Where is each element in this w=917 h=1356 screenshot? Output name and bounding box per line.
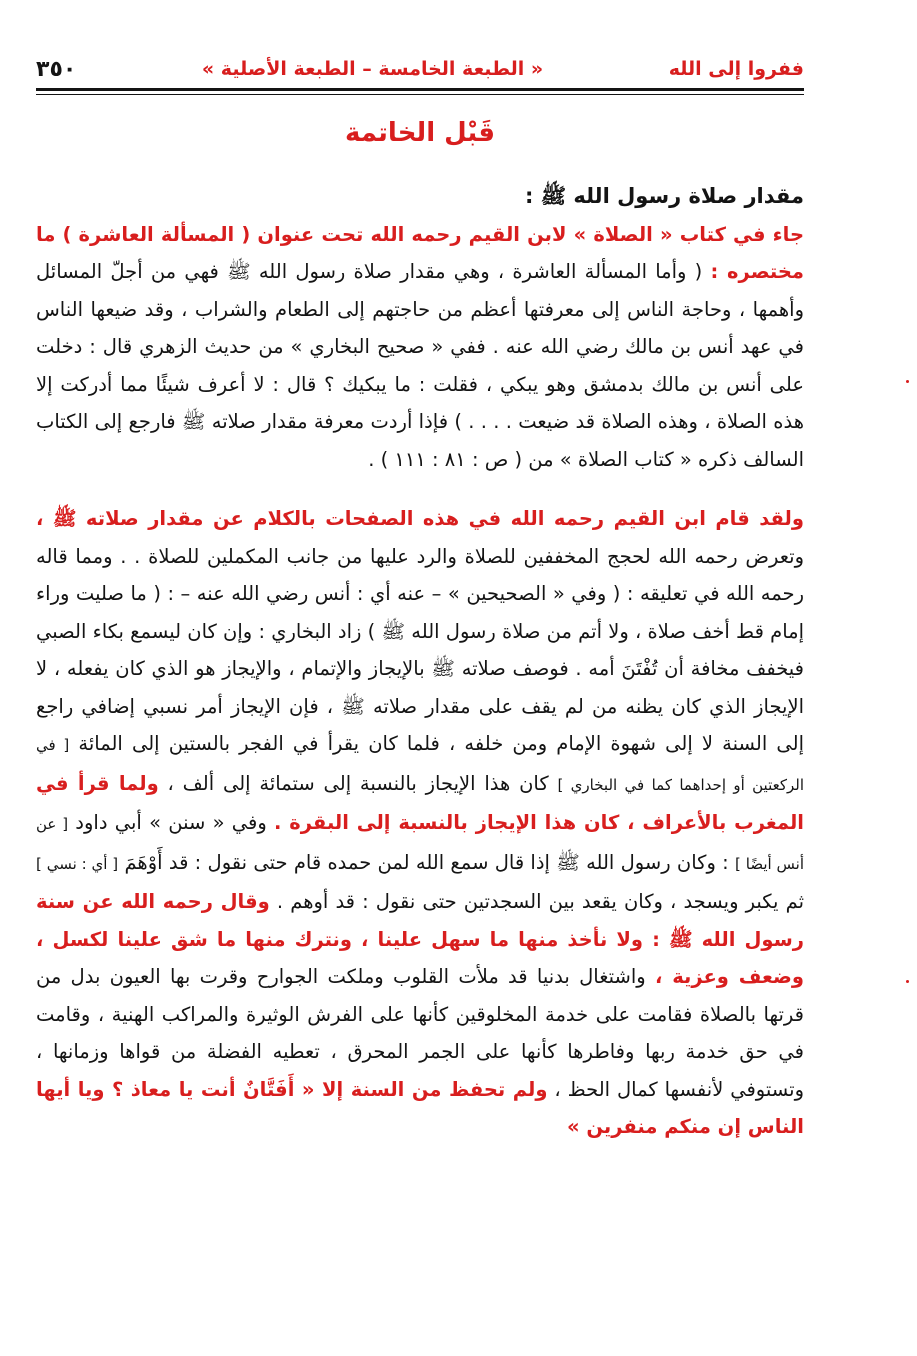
page-title: قَبْل الخاتمة [344,118,496,148]
heading-text: مقدار صلاة رسول الله ﷺ : [524,184,804,208]
paragraph-text: كان هذا الإيجاز بالنسبة إلى ستمائة إلى ألف ، [167,771,549,795]
red-intro: جاء في كتاب « الصلاة » لابن القيم رحمه الله تحت عنوان ( المسألة العاشرة ) ما مختصره : [36,222,804,283]
header-rule-thick [36,88,804,91]
paragraph [36,216,804,479]
spacer [36,478,804,500]
paragraph-text: ثم يكبر ويسجد ، وكان يقعد بين السجدتين حتى نقول : قد أوهم . [276,890,804,913]
paragraph-text: واشتغال بدنيا قد ملأت القلوب وملكت الجوارح وقرت بها العيون بدل من قرتها بالصلاة فقامت على خدمة المخلوقين كأنها على الفرش الوثيرة والمراكب الهنية ، وقامت في حق خدمة ربها وفاطرها كأنها على الجمر المحرق ، تعطيه الفضلة من قواها وزمانها ، وتستوفي لأنفسها كمال الحظ ، [36,965,805,1101]
margin-dot [906,980,909,983]
book-title: ففروا إلى الله [668,58,804,80]
running-header [36,52,804,86]
page-number: ٣٥٠ [36,56,77,82]
section-heading [36,178,804,216]
red-emphasis: ولما قرأ في المغرب بالأعراف ، كان هذا الإيجاز بالنسبة إلى البقرة . [36,771,804,834]
red-emphasis: وقال رحمه الله عن سنة رسول الله ﷺ : ولا نأخذ منها ما سهل علينا ، ونترك منها ما شق علينا لكسل ، وضعف وعزية ، [36,890,804,988]
paragraph-text: ( وأما المسألة العاشرة ، وهي مقدار صلاة رسول الله ﷺ فهي من أجلّ المسائل وأهمها ، وحاجة الناس إلى معرفتها أعظم من حاجتهم إلى الطعام والشراب ، وقد ضيعها الناس في عهد أنس بن مالك رضي الله عنه . ففي « صحيح البخاري » من حديث الزهري قال : دخلت على أنس بن مالك بدمشق وهو يبكي ، فقلت : ما يبكيك ؟ قال : لا أعرف شيئًا مما أدركت إلا هذه الصلاة ، وهذه الصلاة قد ضيعت . . . . ) فإذا أردت معرفة مقدار صلاته ﷺ فارجع إلى الكتاب السالف ذكره « كتاب الصلاة » من ( ص : ٨١ : ١١١ ) . [36,260,804,471]
paragraph-text: وتعرض رحمه الله لحجج المخففين للصلاة والرد عليها من جانب المكملين للصلاة . . ومما قاله رحمه الله في تعليقه : ( وفي « الصحيحين » – عنه أي : أنس رضي الله عنه – : ( ما صليت وراء إمام قط أخف صلاة ، ولا أتم من صلاة رسول الله ﷺ ) زاد البخاري : وإن كان ليسمع بكاء الصبي فيخفف مخافة أن تُفْتَنَ أمه . فوصف صلاته ﷺ بالإيجاز والإتمام ، والإيجاز هو الذي كان يفعله ، لا الإيجاز الذي كان يظنه من لم يقف على مقدار صلاته ﷺ ، فإن الإيجاز أمر نسبي إضافي راجع إلى السنة لا إلى شهوة الإمام ومن خلفه ، فلما كان يقرأ في الفجر بالستين إلى المائة [36,544,804,755]
body-text [36,178,804,1146]
header-rule-thin [36,94,804,95]
red-emphasis: ولم تحفظ من السنة إلا « أَفَتَّانٌ أنت يا معاذ ؟ ويا أيها الناس إن منكم منفرين » [36,1077,804,1138]
bracket-note: [ عن أنس أيضًا ] [36,815,804,873]
margin-dot [906,380,909,383]
red-intro: ولقد قام ابن القيم رحمه الله في هذه الصفحات بالكلام عن مقدار صلاته ﷺ ، [36,507,804,530]
bracket-note: [ في الركعتين أو إحداهما كما في البخاري ] [36,736,804,794]
paragraph [36,500,804,1146]
paragraph-text: : وكان رسول الله ﷺ إذا قال سمع الله لمن حمده قام حتى نقول : قد أَوْهَمَ [124,850,729,874]
bracket-note: [ أي : نسي ] [36,854,119,873]
paragraph-text: وفي « سنن » أبي داود [75,811,267,834]
edition-label: « الطبعة الخامسة – الطبعة الأصلية » [201,58,544,80]
